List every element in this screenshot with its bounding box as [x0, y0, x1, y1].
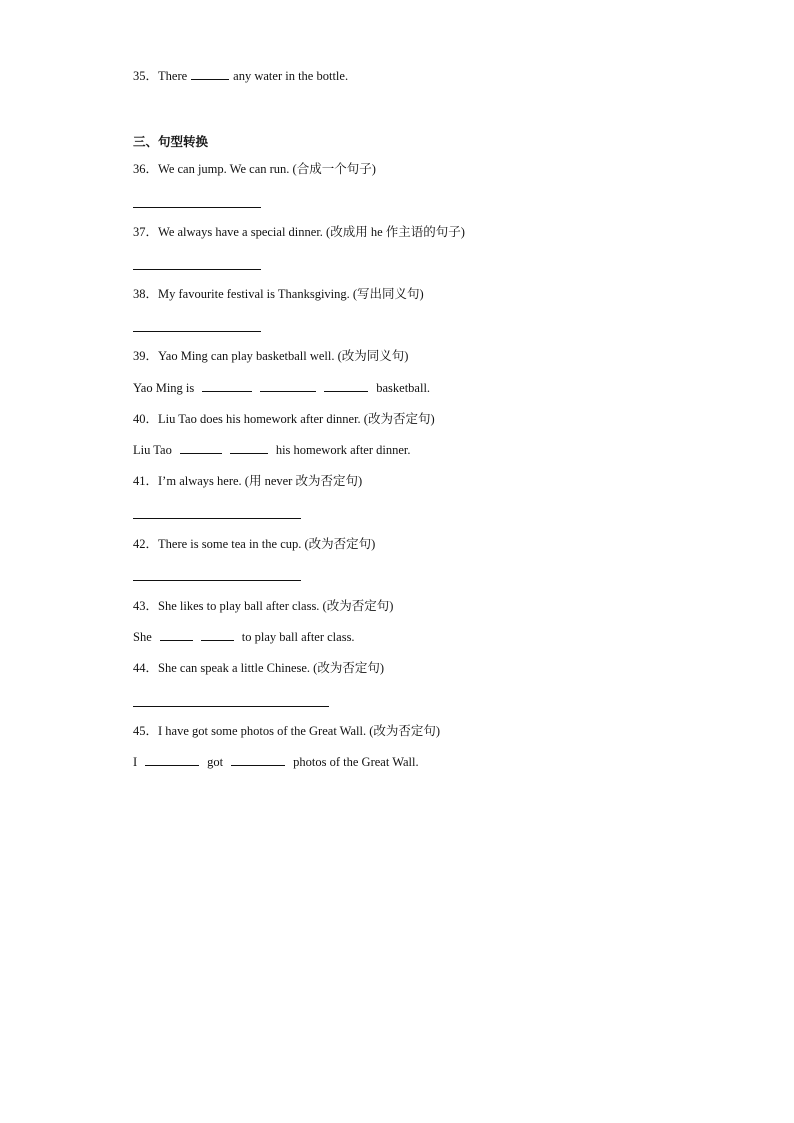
question-text: We always have a special dinner. (改成用 he 作主语的句子) [158, 225, 465, 239]
question-44 [133, 660, 384, 676]
fill-blank[interactable] [191, 68, 229, 80]
fill-blank[interactable] [145, 754, 199, 766]
question-number: 39． [133, 349, 159, 363]
question-text-before: There [158, 69, 188, 83]
question-number: 40． [133, 412, 159, 426]
fill-blank[interactable] [202, 380, 252, 392]
question-text: We can jump. We can run. (合成一个句子) [158, 162, 376, 176]
question-text: I’m always here. (用 never 改为否定句) [158, 474, 363, 488]
question-text: She likes to play ball after class. (改为否定句) [158, 599, 394, 613]
question-text: I have got some photos of the Great Wall. (改为否定句) [158, 724, 441, 738]
fill-blank[interactable] [324, 380, 368, 392]
fill-blank[interactable] [201, 629, 234, 641]
answer-text-end: photos of the Great Wall. [293, 755, 419, 769]
question-number: 42． [133, 537, 159, 551]
question-number: 37． [133, 225, 159, 239]
answer-43 [133, 629, 355, 645]
question-41 [133, 473, 362, 489]
answer-39 [133, 380, 430, 396]
answer-line[interactable] [133, 207, 261, 208]
question-35 [133, 68, 348, 84]
question-38 [133, 286, 424, 302]
answer-40 [133, 442, 411, 458]
question-text-after: any water in the bottle. [233, 69, 349, 83]
answer-45 [133, 754, 419, 770]
answer-text-end: his homework after dinner. [275, 443, 411, 457]
answer-text-start: She [133, 630, 152, 644]
fill-blank[interactable] [231, 754, 285, 766]
question-40 [133, 411, 435, 427]
question-text: She can speak a little Chinese. (改为否定句) [158, 661, 385, 675]
question-37 [133, 224, 465, 240]
fill-blank[interactable] [260, 380, 316, 392]
fill-blank[interactable] [160, 629, 193, 641]
question-number: 38． [133, 287, 159, 301]
question-text: Yao Ming can play basketball well. (改为同义句) [158, 349, 409, 363]
answer-line[interactable] [133, 331, 261, 332]
answer-text-mid: got [207, 755, 224, 769]
answer-text-end: basketball. [376, 381, 431, 395]
question-number: 36． [133, 162, 159, 176]
question-43 [133, 598, 393, 614]
section-heading: 三、句型转换 [133, 134, 209, 149]
answer-line[interactable] [133, 518, 301, 519]
answer-text-start: Liu Tao [133, 443, 172, 457]
answer-line[interactable] [133, 706, 329, 707]
question-number: 45． [133, 724, 159, 738]
answer-line[interactable] [133, 580, 301, 581]
answer-text-start: I [133, 755, 138, 769]
question-text: My favourite festival is Thanksgiving. (写出同义句) [158, 287, 424, 301]
fill-blank[interactable] [230, 442, 268, 454]
question-39 [133, 348, 408, 364]
answer-text-end: to play ball after class. [241, 630, 355, 644]
question-number: 35． [133, 69, 159, 83]
question-text: There is some tea in the cup. (改为否定句) [158, 537, 376, 551]
question-text: Liu Tao does his homework after dinner. (改为否定句) [158, 412, 435, 426]
fill-blank[interactable] [180, 442, 222, 454]
answer-line[interactable] [133, 269, 261, 270]
answer-text-start: Yao Ming is [133, 381, 195, 395]
question-number: 41． [133, 474, 159, 488]
question-45 [133, 723, 440, 739]
question-number: 43． [133, 599, 159, 613]
question-number: 44． [133, 661, 159, 675]
question-36 [133, 161, 376, 177]
question-42 [133, 536, 375, 552]
